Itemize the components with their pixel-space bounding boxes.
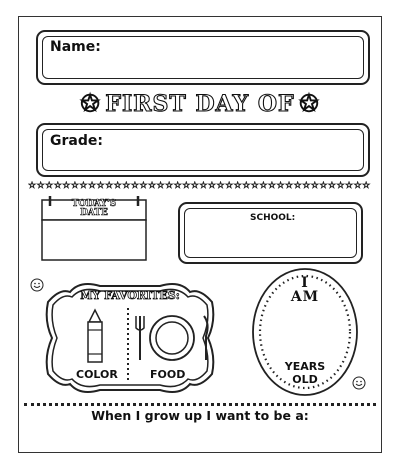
title-left-star-icon: ✪ [80,91,101,117]
favorites-title: MY FAVORITES: [80,289,180,302]
food-label: FOOD [150,368,186,381]
age-line-am: AM [290,289,320,305]
color-label: COLOR [76,368,118,381]
plate-icon [134,314,212,362]
age-top-text [250,276,360,304]
star-border-row: ☆☆☆☆☆☆☆☆☆☆☆☆☆☆☆☆☆☆☆☆☆☆☆☆☆☆☆☆☆☆☆☆☆☆☆☆☆☆☆☆ [28,181,371,191]
smiley-right-icon [352,376,366,390]
age-line-years: YEARS [284,360,326,373]
grow-up-prompt: When I grow up I want to be a: [91,408,309,423]
todays-date-line2: DATE [80,208,108,218]
dotted-divider [24,403,376,406]
age-line-old: OLD [292,373,318,386]
crayon-icon [83,308,107,366]
title-row [60,91,340,121]
grade-label: Grade: [50,133,103,149]
todays-date-calendar[interactable] [40,196,148,262]
title-right-star-icon: ✪ [299,91,320,117]
school-label: SCHOOL: [250,213,296,223]
age-line-i: I [301,275,309,291]
name-box[interactable] [36,30,370,85]
age-oval[interactable] [250,266,360,398]
grade-box[interactable] [36,123,370,177]
school-box[interactable] [178,202,363,264]
age-bottom-text [250,360,360,386]
page-title: FIRST DAY OF [105,91,295,117]
todays-date-line1: TODAY'S [71,199,117,209]
favorites-panel [40,276,220,400]
todays-date-header [40,200,148,218]
name-label: Name: [50,39,101,55]
